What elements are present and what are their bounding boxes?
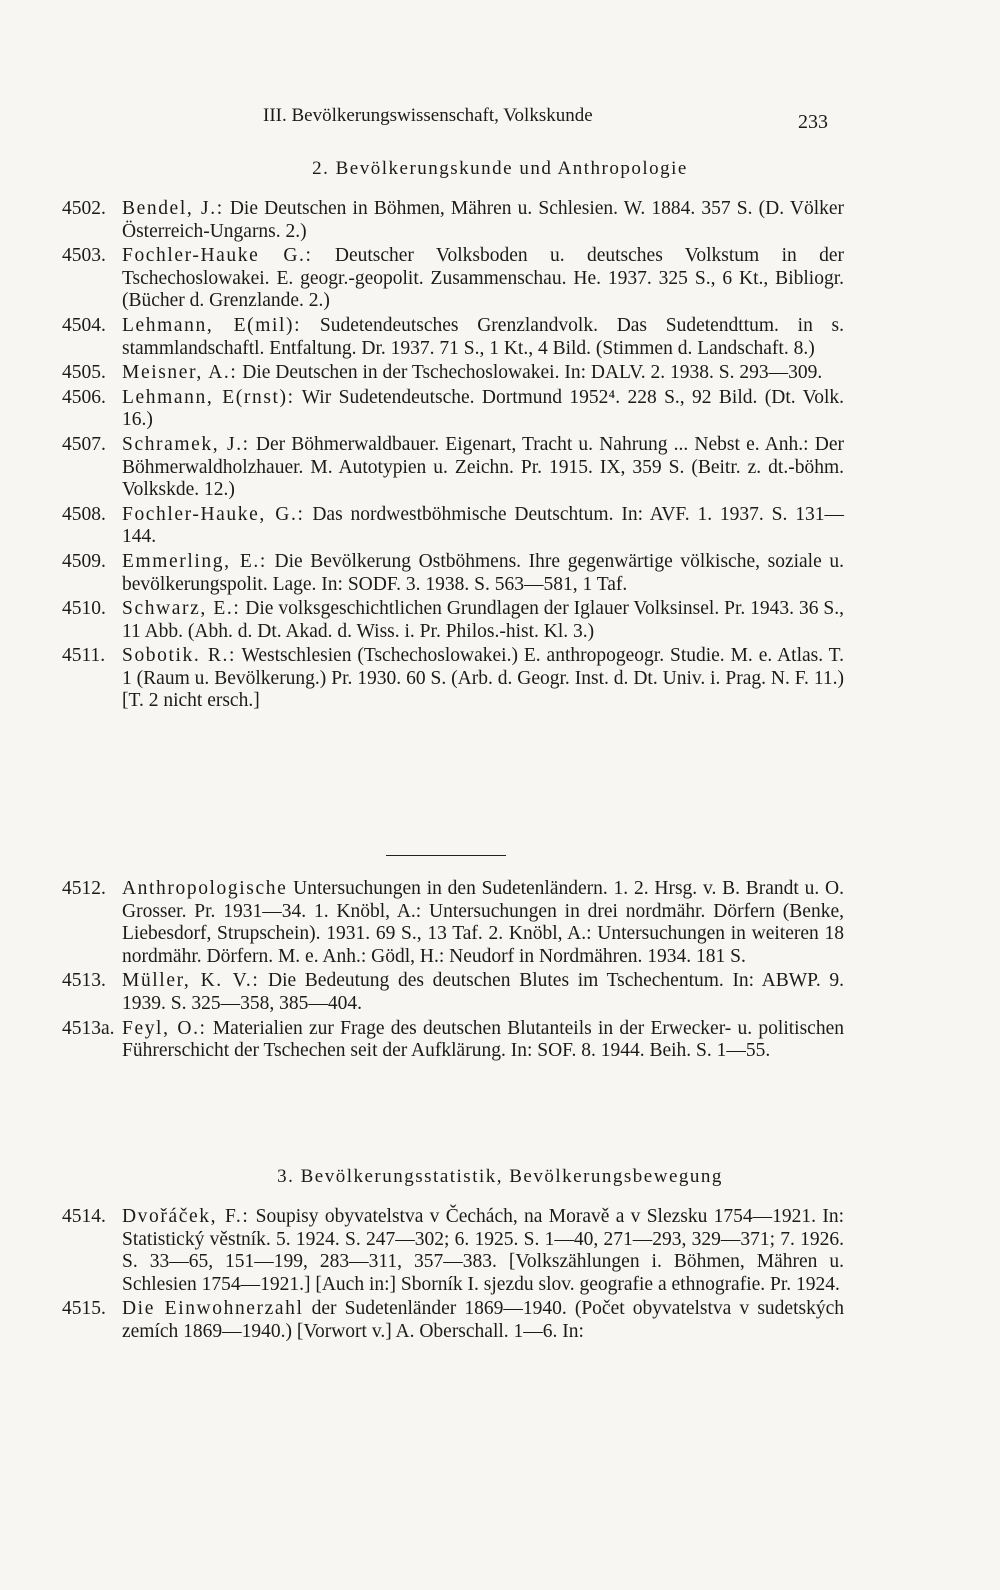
entry-number: 4511. (62, 645, 106, 667)
entry-number: 4513a. (62, 1017, 115, 1039)
entry-author: Lehmann, E(mil): (122, 314, 302, 336)
entry-number: 4515. (62, 1298, 106, 1320)
entry-text: Die Deutschen in Böhmen, Mähren u. Schlesien. W. 1884. 357 S. (D. Völker Österreich-Ungarns. 2.) (122, 198, 845, 242)
section-heading-2: 2. Bevölkerungskunde und Anthropologie (312, 158, 688, 179)
entry-text: Die Bedeutung des deutschen Blutes im Tschechentum. In: ABWP. 9. 1939. S. 325—358, 385—404. (122, 970, 845, 1014)
entry-number: 4512. (62, 878, 106, 899)
entry-author: Anthropologische (122, 878, 288, 899)
entry-text: Deutscher Volksboden u. deutsches Volkstum in der Tschechoslowakei. E. geogr.-geopolit. Zusammenschau. He. 1937. 325 S., 6 Kt., Bibliogr. (Bücher d. Grenzlande. 2.) (122, 245, 844, 312)
entry-text: Untersuchungen in den Sudetenländern. 1. 2. Hrsg. v. B. Brandt u. O. Grosser. Pr. 1931—34. 1. Knöbl, A.: Untersuchungen in drei nordmähr. Dörfern (Benke, Liebesdorf, Strupschein). 1931. 69 S., 13 Taf. 2. Knöbl, A.: Untersuchungen in weiteren 18 nordmähr. Dörfern. M. e. Anh.: Gödl, H.: Neudorf in Nordmähren. 1934. 181 S. (122, 878, 844, 967)
entry-number: 4502. (62, 198, 106, 219)
bibliography-entry (62, 551, 844, 596)
bibliography-entry (62, 198, 844, 243)
bibliography-entry (62, 315, 844, 360)
entry-author: Müller, K. V.: (122, 970, 260, 992)
entry-text: Die Deutschen in der Tschechoslowakei. In: DALV. 2. 1938. S. 293—309. (242, 362, 823, 384)
bibliography-entry (62, 245, 844, 313)
bibliography-entry (62, 362, 844, 385)
bibliography-entry (62, 434, 844, 502)
entry-text: Die volksgeschichtlichen Grundlagen der Iglauer Volksinsel. Pr. 1943. 36 S., 11 Abb. (Abh. d. Dt. Akad. d. Wiss. i. Pr. Philos.-hist. Kl. 3.) (122, 598, 845, 642)
bibliography-entry (62, 1018, 844, 1063)
entry-number: 4514. (62, 1206, 106, 1227)
bibliography-entry (62, 504, 844, 549)
entry-author: Fochler-Hauke G.: (122, 245, 313, 267)
entry-text: der Sudetenländer 1869—1940. (Počet obyvatelstva v sudetských zemích 1869—1940.) [Vorwort v.] A. Oberschall. 1—6. In: (122, 1298, 844, 1342)
entry-number: 4507. (62, 433, 106, 455)
entry-author: Schramek, J.: (122, 433, 250, 455)
entry-text: Westschlesien (Tschechoslowakei.) E. anthropogeogr. Studie. M. e. Atlas. T. 1 (Raum u. Bevölkerung.) Pr. 1930. 60 S. (Arb. d. Geogr. Inst. d. Dt. Univ. i. Prag. N. F. 11.) [T. 2 nicht ersch.] (122, 645, 844, 712)
entry-author: Bendel, J.: (122, 198, 224, 219)
entry-number: 4509. (62, 550, 106, 572)
entry-text: Soupisy obyvatelstva v Čechách, na Moravě a v Slezsku 1754—1921. In: Statistický věstník. 5. 1924. S. 247—302; 6. 1925. S. 1—40, 271—293, 329—371; 7. 1926. S. 33—65, 151—199, 283—311, 357—383. [Volkszählungen i. Böhmen, Mähren u. Schlesien 1754—1921.] [Auch in:] Sborník I. sjezdu slov. geografie a ethnografie. Pr. 1924. (122, 1206, 845, 1295)
bibliography-entry (62, 598, 844, 643)
entry-author: Feyl, O.: (122, 1017, 207, 1039)
entry-text: Der Böhmerwaldbauer. Eigenart, Tracht u. Nahrung ... Nebst e. Anh.: Der Böhmerwaldholzhauer. M. Autotypien u. Zeichn. Pr. 1915. IX, 359 S. (Beitr. z. dt.-böhm. Volkskde. 12.) (122, 433, 845, 501)
entry-number: 4510. (62, 598, 106, 620)
entry-author: Dvořáček, F.: (122, 1206, 250, 1227)
entry-text: Materialien zur Frage des deutschen Blutanteils in der Erwecker- u. politischen Führerschicht der Tschechen seit der Aufklärung. In: SOF. 8. 1944. Beih. S. 1—55. (122, 1017, 844, 1062)
entry-author: Sobotik. R.: (122, 645, 236, 667)
entry-list-anthropology (62, 878, 844, 1065)
running-header (0, 105, 1000, 139)
bibliography-entry (62, 1206, 844, 1296)
header-title: III. Bevölkerungswissenschaft, Volkskunde (263, 105, 593, 126)
entry-number: 4503. (62, 245, 106, 267)
entry-text: Die Bevölkerung Ostböhmens. Ihre gegenwärtige völkische, soziale u. bevölkerungspolit. Lage. In: SODF. 3. 1938. S. 563—581, 1 Taf. (122, 550, 845, 595)
entry-author: Die Einwohnerzahl (122, 1298, 304, 1320)
entry-number: 4505. (62, 362, 106, 384)
entry-author: Schwarz, E.: (122, 598, 241, 620)
entry-list-section-2 (62, 198, 844, 715)
bibliography-entry (62, 387, 844, 432)
bibliography-entry (62, 878, 844, 968)
entry-author: Lehmann, E(rnst): (122, 386, 295, 408)
page-number: 233 (798, 111, 828, 133)
entry-text: Sudetendeutsches Grenzlandvolk. Das Sudetendttum. in s. stammlandschaftl. Entfaltung. Dr. 1937. 71 S., 1 Kt., 4 Bild. (Stimmen d. Landschaft. 8.) (122, 314, 845, 359)
bibliography-entry (62, 645, 844, 713)
entry-text: Das nordwestböhmische Deutschtum. In: AVF. 1. 1937. S. 131—144. (122, 503, 844, 548)
entry-author: Fochler-Hauke, G.: (122, 503, 305, 525)
section-heading-3: 3. Bevölkerungsstatistik, Bevölkerungsbewegung (277, 1166, 723, 1187)
divider-rule (386, 855, 506, 856)
entry-author: Emmerling, E.: (122, 550, 267, 572)
entry-list-section-3 (62, 1206, 844, 1346)
entry-number: 4513. (62, 970, 106, 992)
entry-author: Meisner, A.: (122, 362, 238, 384)
entry-number: 4506. (62, 386, 106, 408)
bibliography-entry (62, 970, 844, 1015)
entry-number: 4504. (62, 314, 106, 336)
entry-number: 4508. (62, 503, 106, 525)
entry-text: Wir Sudetendeutsche. Dortmund 1952⁴. 228 S., 92 Bild. (Dt. Volk. 16.) (122, 386, 845, 431)
bibliography-entry (62, 1298, 844, 1343)
